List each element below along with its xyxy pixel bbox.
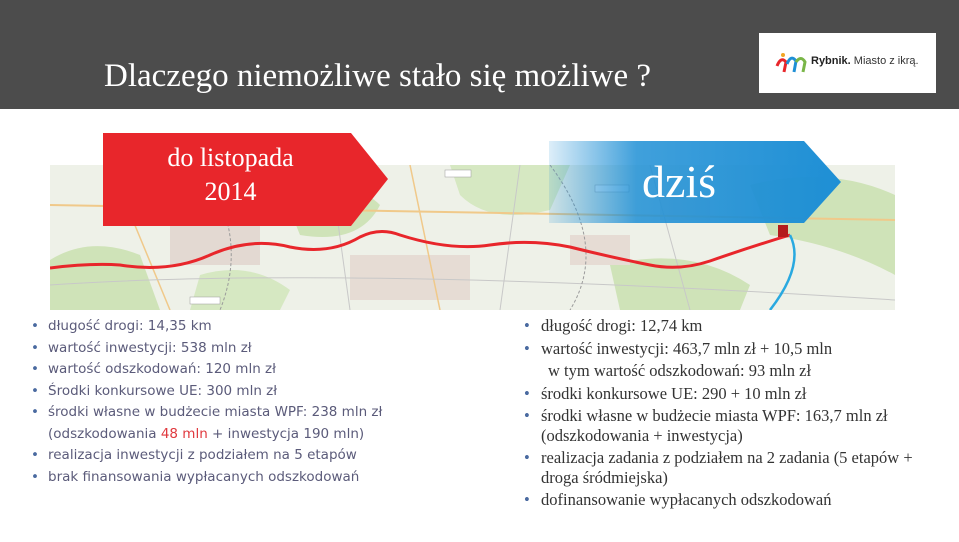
logo-tagline: Miasto z ikrą. — [853, 55, 919, 67]
left-item-length: • długość drogi: 14,35 km — [31, 316, 476, 338]
title-bar — [0, 0, 959, 109]
left-item-own-funds-highlight: 48 mln — [160, 425, 208, 442]
before-arrow-line1: do listopada — [167, 143, 294, 172]
right-item-cofinancing: • dofinansowanie wypłacanych odszkodowań — [524, 490, 954, 510]
right-bullet-list — [524, 316, 954, 513]
left-item-investment: • wartość inwestycji: 538 mln zł — [31, 338, 476, 360]
left-item-no-financing: • brak finansowania wypłacanych odszkodowań — [31, 467, 476, 489]
before-arrow — [103, 133, 388, 226]
before-arrow-label — [103, 141, 358, 209]
slide-title: Dlaczego niemożliwe stało się możliwe ? — [104, 58, 652, 94]
left-item-own-funds-rest: + inwestycja 190 mln) — [207, 425, 365, 442]
logo-mark-icon — [775, 50, 807, 76]
left-item-stages: • realizacja inwestycji z podziałem na 5 etapów — [31, 445, 476, 467]
left-item-compensation: • wartość odszkodowań: 120 mln zł — [31, 359, 476, 381]
right-item-compensation: w tym wartość odszkodowań: 93 mln zł — [548, 361, 812, 380]
right-item-length: • długość drogi: 12,74 km — [524, 316, 954, 336]
left-bullet-list — [31, 316, 476, 488]
now-arrow — [549, 141, 841, 223]
right-item-eu-funds: • środki konkursowe UE: 290 + 10 mln zł — [524, 384, 954, 404]
right-item-own-funds: • środki własne w budżecie miasta WPF: 163,7 mln zł (odszkodowania + inwestycja) — [524, 406, 954, 445]
left-item-eu-funds: • Środki konkursowe UE: 300 mln zł — [31, 381, 476, 403]
right-item-tasks: • realizacja zadania z podziałem na 2 zadania (5 etapów + droga śródmiejska) — [524, 448, 954, 487]
right-item-investment: • wartość inwestycji: 463,7 mln zł + 10,5 mln — [524, 339, 954, 359]
now-arrow-label: dziś — [641, 156, 717, 207]
logo-brand: Rybnik. — [811, 55, 851, 67]
left-item-own-funds-text: środki własne w budżecie miasta WPF: 238 mln zł (odszkodowania — [48, 404, 383, 442]
city-logo — [759, 33, 936, 93]
left-item-own-funds — [31, 402, 476, 445]
logo-text — [811, 55, 919, 67]
before-arrow-line2: 2014 — [204, 177, 257, 206]
